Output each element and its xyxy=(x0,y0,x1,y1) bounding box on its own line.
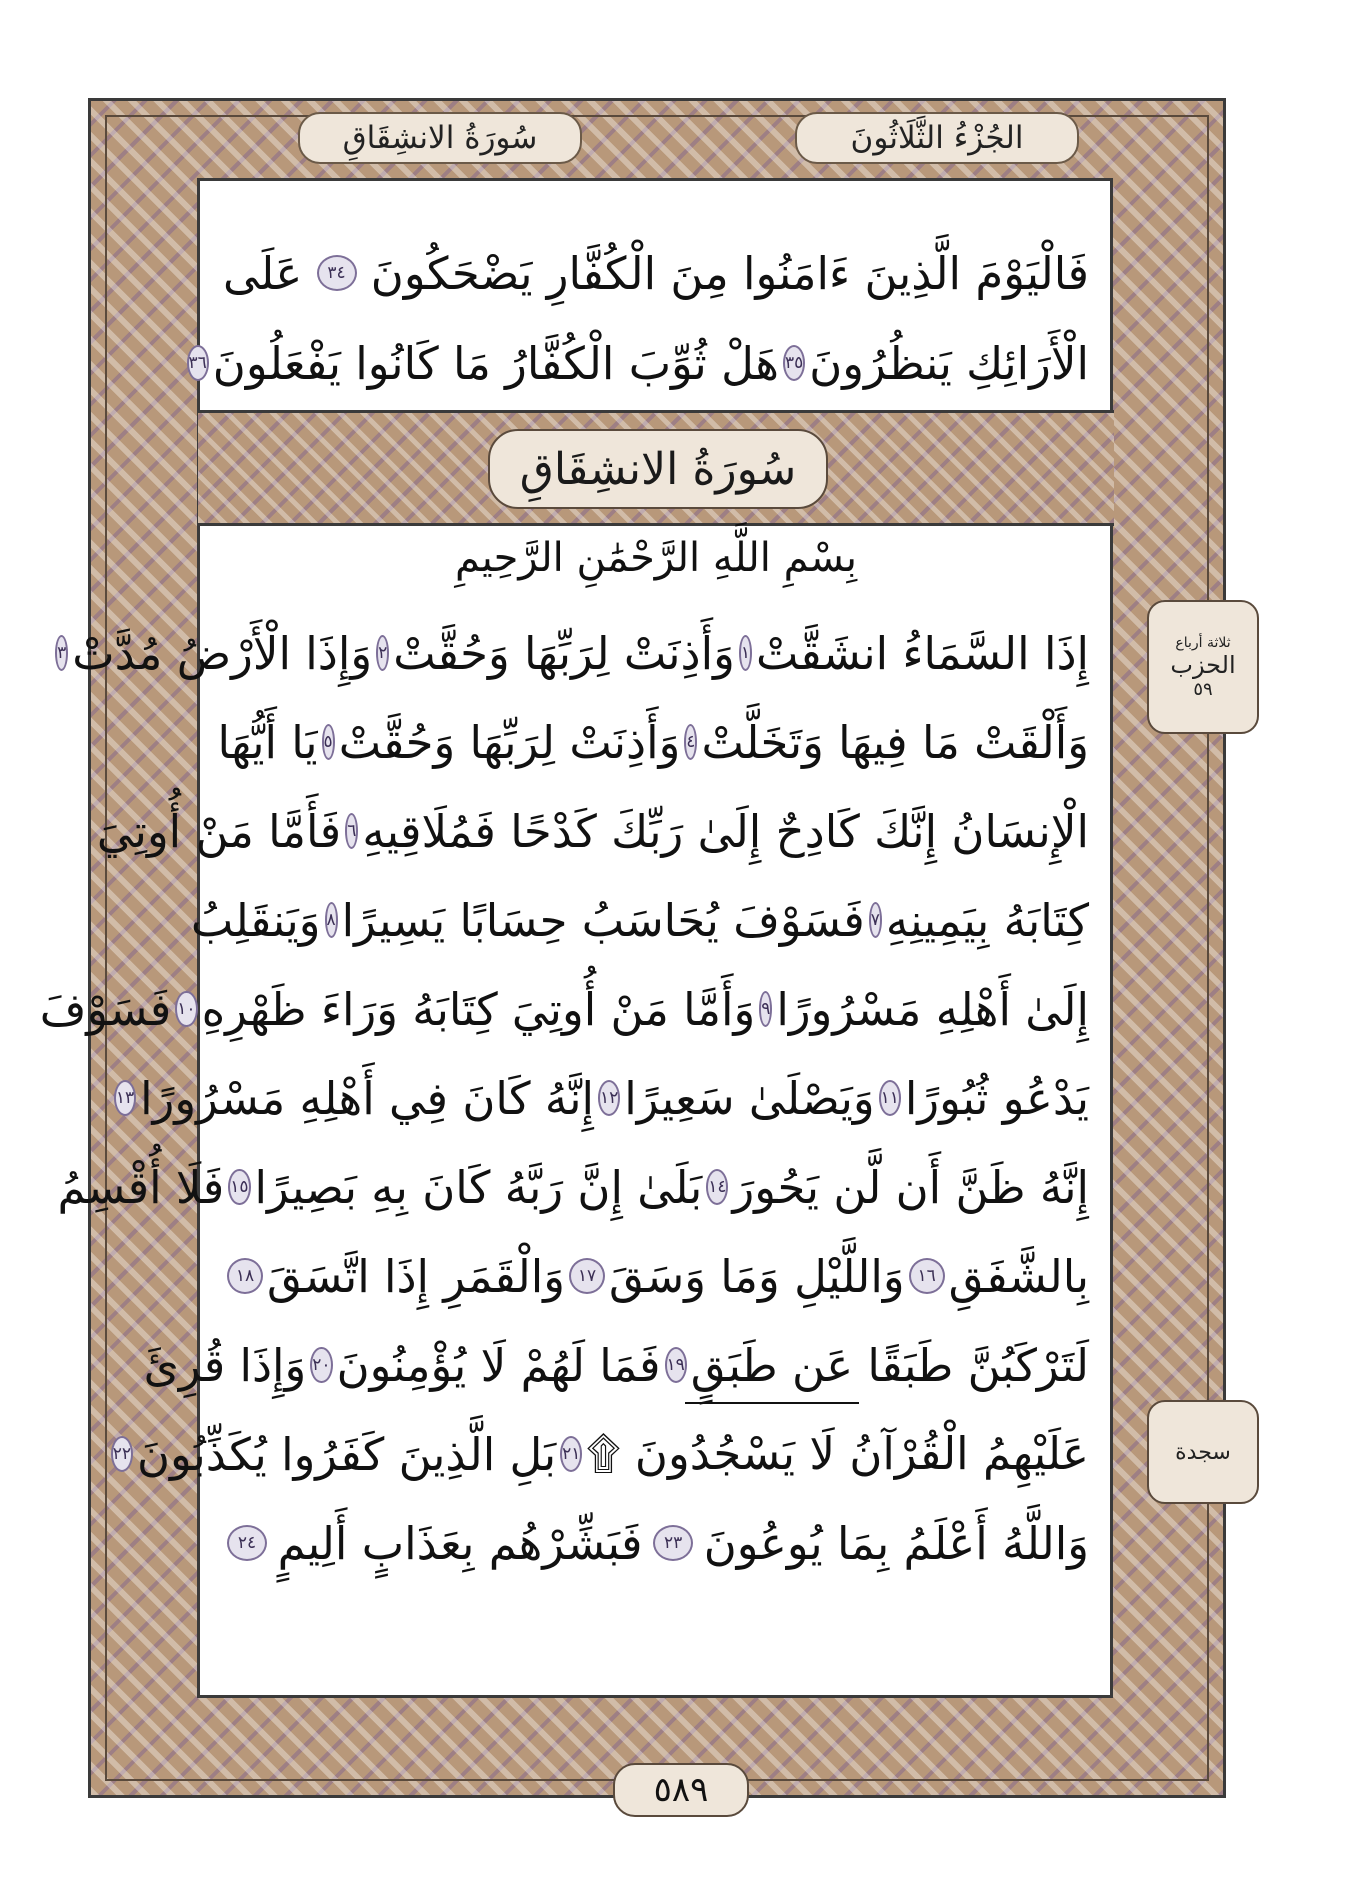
ayah-number-marker: ٢٤ xyxy=(227,1525,267,1561)
verse-line xyxy=(57,610,1089,696)
verse-text: فَمَا لَهُمْ لَا يُؤْمِنُونَ xyxy=(336,1338,661,1392)
verse-text: إِلَىٰ أَهْلِهِ مَسْرُورًا xyxy=(776,982,1089,1036)
verse-text: فَبَشِّرْهُم بِعَذَابٍ أَلِيمٍ xyxy=(277,1516,643,1570)
verse-text: فَسَوْفَ xyxy=(39,982,172,1036)
ayah-number-marker: ٥ xyxy=(322,724,335,760)
verse-text: وَالْقَمَرِ إِذَا اتَّسَقَ xyxy=(267,1249,565,1303)
verse-text: فَسَوْفَ يُحَاسَبُ حِسَابًا يَسِيرًا xyxy=(341,893,865,947)
hizb-number: ٥٩ xyxy=(1193,678,1213,700)
ayah-number-marker: ١٦ xyxy=(909,1258,945,1294)
ayah-number-marker: ٢١ xyxy=(560,1436,582,1472)
ayah-number-marker: ١٠ xyxy=(175,991,197,1027)
verse-text: وَاللَّيْلِ وَمَا وَسَقَ xyxy=(608,1249,905,1303)
verse-line xyxy=(190,877,1089,963)
verse-text: يَدْعُو ثُبُورًا xyxy=(904,1071,1089,1125)
ayah-number-marker: ٢٠ xyxy=(310,1347,332,1383)
verse-line xyxy=(57,1144,1089,1230)
verse-text: وَأَذِنَتْ لِرَبِّهَا وَحُقَّتْ xyxy=(338,715,681,769)
verse-text: بِالشَّفَقِ xyxy=(948,1249,1089,1303)
verse-text: هَلْ ثُوِّبَ الْكُفَّارُ مَا كَانُوا يَفْعَلُونَ xyxy=(212,336,779,390)
page-number: ٥٨٩ xyxy=(653,1770,709,1810)
juz-header xyxy=(795,112,1079,164)
sajda-label: سجدة xyxy=(1175,1439,1231,1465)
verse-line xyxy=(223,1233,1089,1319)
verse-line xyxy=(188,320,1089,406)
ayah-number-marker: ٣٥ xyxy=(783,345,805,381)
ayah-number-marker: ٣٤ xyxy=(317,255,357,291)
verse-line xyxy=(143,1322,1089,1408)
surah-title-cartouche xyxy=(488,429,828,509)
ayah-number-marker: ١٧ xyxy=(569,1258,605,1294)
ayah-number-marker: ٦ xyxy=(345,813,358,849)
ayah-number-marker: ٩ xyxy=(759,991,772,1027)
verse-text: يَا أَيُّهَا xyxy=(217,715,318,769)
ayah-number-marker: ٧ xyxy=(869,902,882,938)
page-number-box xyxy=(613,1763,749,1817)
ayah-number-marker: ١٩ xyxy=(665,1347,687,1383)
verse-text: بَلَىٰ إِنَّ رَبَّهُ كَانَ بِهِ بَصِيرًا xyxy=(254,1160,703,1214)
ayah-number-marker: ١٨ xyxy=(227,1258,263,1294)
surah-banner xyxy=(198,410,1114,526)
ayah-number-marker: ٢٢ xyxy=(111,1436,133,1472)
ayah-number-marker: ١١ xyxy=(879,1080,901,1116)
verse-line xyxy=(217,699,1089,785)
verse-text: عَلَيْهِمُ الْقُرْآنُ لَا يَسْجُدُونَ ۩ xyxy=(586,1427,1089,1480)
ayah-number-marker: ٣ xyxy=(55,635,68,671)
verse-text: إِنَّهُ ظَنَّ أَن لَّن يَحُورَ xyxy=(732,1160,1089,1214)
surah-header xyxy=(298,112,582,164)
verse-line xyxy=(115,1055,1089,1141)
ayah-number-marker: ٣٦ xyxy=(187,345,209,381)
hizb-label: الحزب xyxy=(1170,650,1236,679)
verse-line xyxy=(112,1411,1089,1497)
sajda-marker xyxy=(1147,1400,1259,1504)
verse-text: لَتَرْكَبُنَّ طَبَقًا عَن طَبَقٍ xyxy=(690,1338,1089,1392)
verse-line xyxy=(223,230,1089,316)
verse-line xyxy=(96,788,1089,874)
verse-text: فَلَا أُقْسِمُ xyxy=(57,1160,225,1214)
verse-text: كِتَابَهُ بِيَمِينِهِ xyxy=(885,893,1089,947)
verse-text: إِنَّهُ كَانَ فِي أَهْلِهِ مَسْرُورًا xyxy=(140,1071,595,1125)
hizb-quarter-label: ثلاثة أرباع xyxy=(1175,634,1231,651)
ayah-number-marker: ١٥ xyxy=(228,1169,250,1205)
surah-header-title: سُورَةُ الانشِقَاقِ xyxy=(342,120,538,156)
verse-text: وَيَصْلَىٰ سَعِيرًا xyxy=(624,1071,875,1125)
verse-text: وَإِذَا قُرِئَ xyxy=(143,1338,307,1392)
ayah-number-marker: ١٢ xyxy=(598,1080,620,1116)
juz-title: الجُزْءُ الثَّلَاثُونَ xyxy=(850,120,1024,156)
verse-text: الْأَرَائِكِ يَنظُرُونَ xyxy=(809,336,1089,390)
surah-title: سُورَةُ الانشِقَاقِ xyxy=(519,443,797,495)
verse-text: وَأَمَّا مَنْ أُوتِيَ كِتَابَهُ وَرَاءَ ظَهْرِهِ xyxy=(201,982,756,1036)
ayah-number-marker: ١٣ xyxy=(114,1080,136,1116)
verse-text: إِذَا السَّمَاءُ انشَقَّتْ xyxy=(755,626,1089,680)
verse-text: وَأَلْقَتْ مَا فِيهَا وَتَخَلَّتْ xyxy=(701,715,1089,769)
ayah-number-marker: ١٤ xyxy=(706,1169,728,1205)
verse-text: فَأَمَّا مَنْ أُوتِيَ xyxy=(96,804,342,858)
verse-text: وَأَذِنَتْ لِرَبِّهَا وَحُقَّتْ xyxy=(393,626,735,680)
basmala: بِسْمِ اللَّهِ الرَّحْمَٰنِ الرَّحِيمِ xyxy=(454,535,858,581)
verse-text: الْإِنسَانُ إِنَّكَ كَادِحٌ إِلَىٰ رَبِّكَ كَدْحًا فَمُلَاقِيهِ xyxy=(362,804,1089,858)
verse-line xyxy=(223,1500,1089,1586)
ayah-number-marker: ١ xyxy=(739,635,752,671)
ayah-number-marker: ٤ xyxy=(684,724,697,760)
verse-text: فَالْيَوْمَ الَّذِينَ ءَامَنُوا مِنَ الْكُفَّارِ يَضْحَكُونَ xyxy=(370,246,1089,300)
verse-text: وَيَنقَلِبُ xyxy=(190,893,321,947)
ayah-number-marker: ٢ xyxy=(376,635,389,671)
ayah-number-marker: ٢٣ xyxy=(653,1525,693,1561)
hizb-marker xyxy=(1147,600,1259,734)
verse-text: وَاللَّهُ أَعْلَمُ بِمَا يُوعُونَ xyxy=(703,1516,1089,1570)
verse-line xyxy=(39,966,1089,1052)
verse-text: بَلِ الَّذِينَ كَفَرُوا يُكَذِّبُونَ xyxy=(136,1427,557,1481)
ayah-number-marker: ٨ xyxy=(325,902,338,938)
verse-text: عَلَى xyxy=(223,246,303,300)
sajda-overline xyxy=(685,1402,859,1404)
verse-text: وَإِذَا الْأَرْضُ مُدَّتْ xyxy=(72,626,373,680)
